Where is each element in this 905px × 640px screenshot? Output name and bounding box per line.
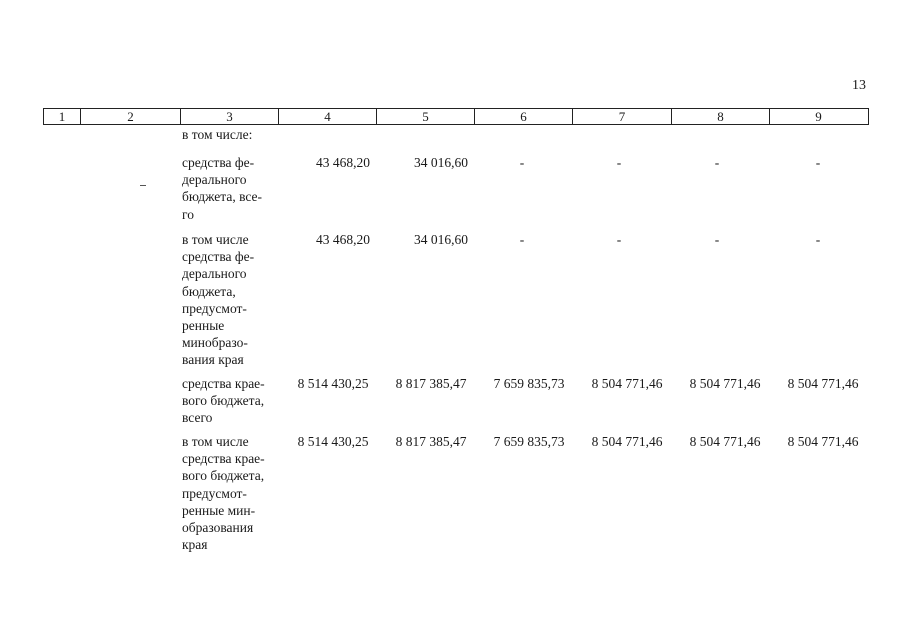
column-header-7: 7 <box>618 109 626 124</box>
table-cell: 34 016,60 <box>414 232 468 247</box>
table-cell: 43 468,20 <box>316 155 370 170</box>
table-intro-text: в том числе: <box>182 127 253 142</box>
table-cell: 8 504 771,46 <box>787 434 859 449</box>
stray-mark <box>140 185 146 186</box>
table-cell: 8 504 771,46 <box>591 434 663 449</box>
column-header-3: 3 <box>226 109 233 124</box>
table-cell: 8 504 771,46 <box>689 434 761 449</box>
column-header-8: 8 <box>717 109 724 124</box>
table-header-row <box>43 108 869 125</box>
table-cell: 8 504 771,46 <box>591 376 663 391</box>
table-cell: - <box>616 155 622 170</box>
table-cell: - <box>519 155 525 170</box>
column-header-5: 5 <box>422 109 429 124</box>
column-header-9: 9 <box>815 109 822 124</box>
table-cell: 8 514 430,25 <box>297 434 369 449</box>
column-header-4: 4 <box>324 109 331 124</box>
table-cell: - <box>714 232 720 247</box>
table-cell: 34 016,60 <box>414 155 468 170</box>
row-label: средства крае- вого бюджета, всего <box>182 376 265 426</box>
table-cell: - <box>815 155 821 170</box>
column-header-2: 2 <box>127 109 134 124</box>
column-header-1: 1 <box>58 109 66 124</box>
table-cell: 43 468,20 <box>316 232 370 247</box>
page-number: 13 <box>852 78 866 93</box>
column-header-6: 6 <box>520 109 527 124</box>
row-label: в том числе средства крае- вого бюджета, предусмот- ренные мин- образования края <box>182 434 265 553</box>
table-cell: 8 817 385,47 <box>395 376 467 391</box>
table-cell: - <box>714 155 720 170</box>
table-cell: 8 504 771,46 <box>689 376 761 391</box>
row-label: в том числе средства фе- дерального бюджета, предусмот- ренные минобразо- вания края <box>182 232 255 368</box>
table-cell: - <box>815 232 821 247</box>
table-cell: 8 514 430,25 <box>297 376 369 391</box>
table-cell: - <box>519 232 525 247</box>
table-cell: 8 817 385,47 <box>395 434 467 449</box>
row-label: средства фе- дерального бюджета, все- го <box>182 155 263 222</box>
table-cell: - <box>616 232 622 247</box>
table-cell: 7 659 835,73 <box>493 434 565 449</box>
table-cell: 8 504 771,46 <box>787 376 859 391</box>
table-cell: 7 659 835,73 <box>493 376 565 391</box>
